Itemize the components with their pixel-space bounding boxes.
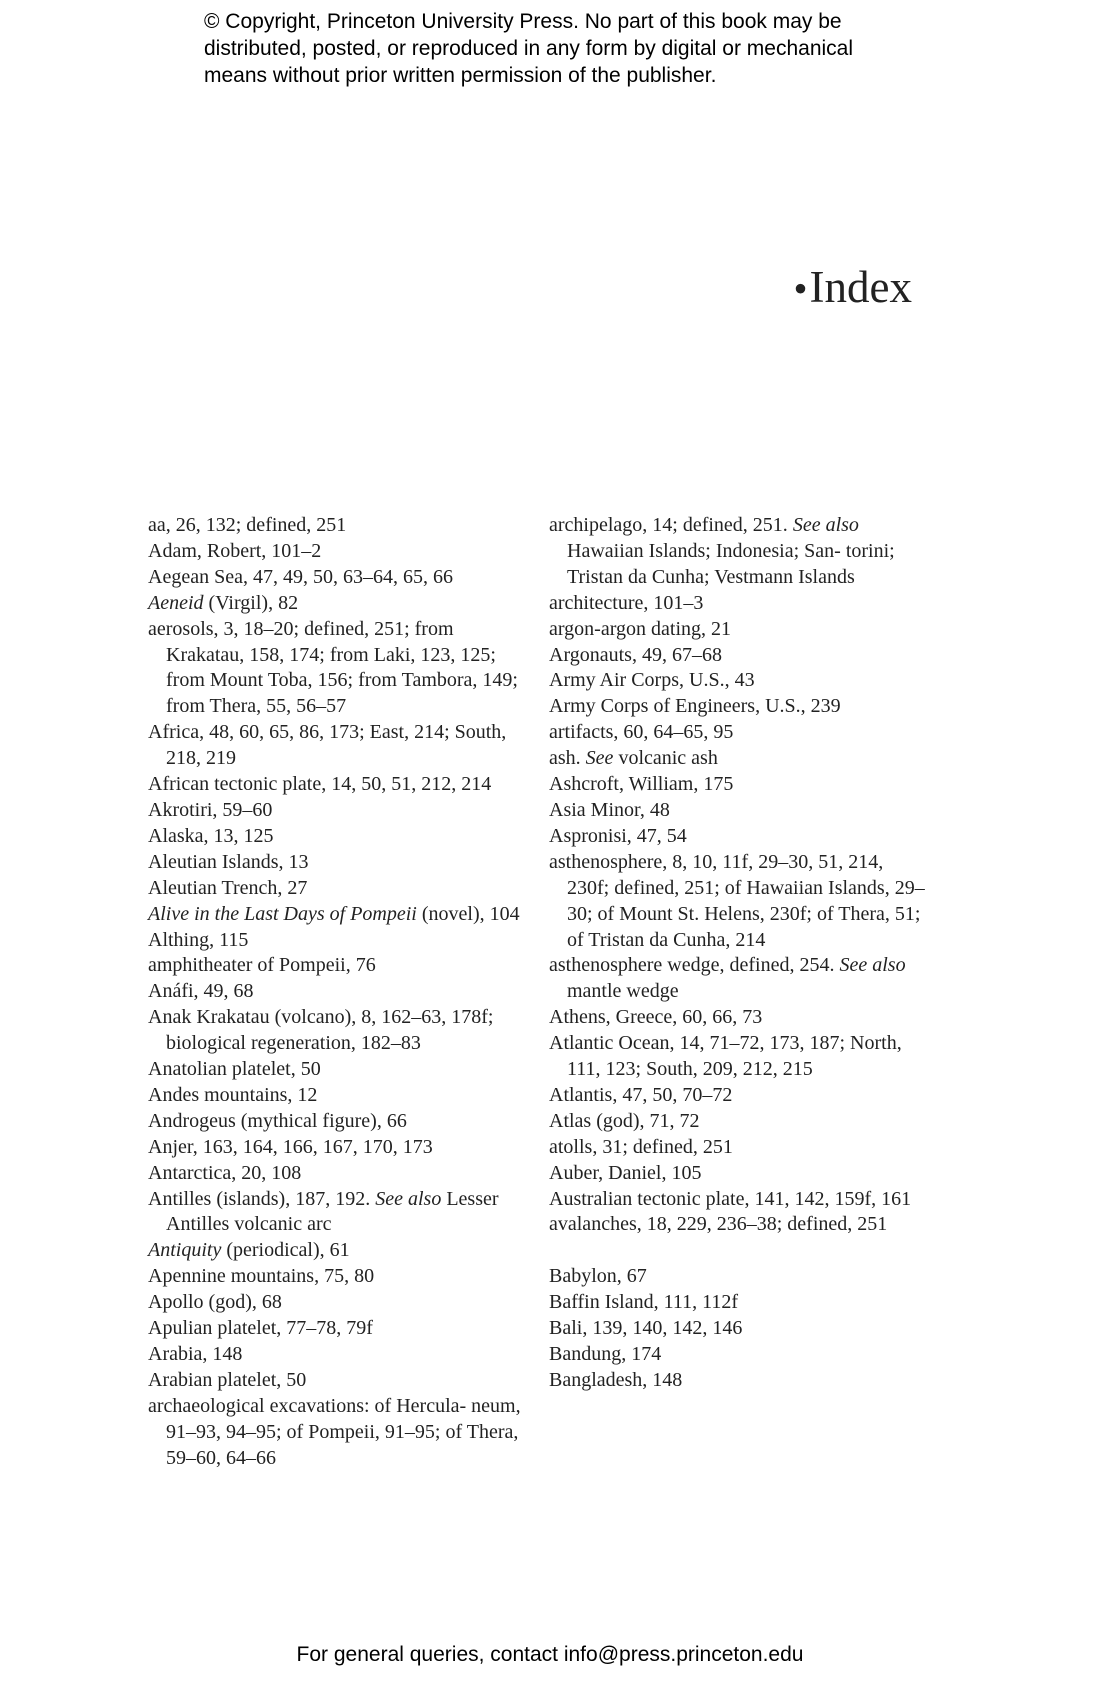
index-entry xyxy=(148,539,528,565)
index-entry-text: Atlas (god), 71, 72 xyxy=(549,1109,700,1132)
index-entry xyxy=(148,1290,528,1316)
index-entry xyxy=(549,668,929,694)
index-entry-text: Australian tectonic plate, 141, 142, 159f, 161 xyxy=(549,1187,912,1210)
index-entry xyxy=(549,694,929,720)
index-entry xyxy=(148,720,528,772)
index-entry-text: Africa, 48, 60, 65, 86, 173; East, 214; South, 218, 219 xyxy=(148,721,507,770)
index-entry xyxy=(549,1342,929,1368)
index-entry xyxy=(549,1161,929,1187)
copyright-line: means without prior written permission of the publisher. xyxy=(204,64,717,87)
index-entry xyxy=(148,953,528,979)
index-entry xyxy=(148,928,528,954)
index-entry-text: Lesser Antilles volcanic arc xyxy=(166,1187,499,1236)
index-entry-text: amphitheater of Pompeii, 76 xyxy=(148,954,376,977)
copyright-line: © Copyright, Princeton University Press. No part of this book may be xyxy=(204,10,842,33)
index-entry-text: Arabia, 148 xyxy=(148,1343,243,1365)
index-entry xyxy=(549,591,929,617)
index-entry-text: asthenosphere wedge, defined, 254. xyxy=(549,954,840,977)
index-column-left xyxy=(148,513,528,1472)
index-entry-text: Anatolian platelet, 50 xyxy=(148,1058,321,1081)
index-entry xyxy=(148,617,528,721)
index-entry-text: Bali, 139, 140, 142, 146 xyxy=(549,1317,743,1340)
index-entry-text: Aleutian Trench, 27 xyxy=(148,876,308,899)
index-entry xyxy=(148,772,528,798)
index-entry-text: architecture, 101–3 xyxy=(549,591,704,614)
index-entry-text: Antarctica, 20, 108 xyxy=(148,1161,302,1184)
index-entry xyxy=(549,1368,929,1394)
index-entry-text: Army Corps of Engineers, U.S., 239 xyxy=(549,695,841,718)
title-text: Index xyxy=(809,262,912,312)
index-entry-text: argon-argon dating, 21 xyxy=(549,617,732,640)
index-entry xyxy=(148,1161,528,1187)
index-entry-text: Antiquity xyxy=(148,1239,222,1262)
index-entry xyxy=(148,1109,528,1135)
index-entry xyxy=(148,591,528,617)
index-entry-text: avalanches, 18, 229, 236–38; defined, 251 xyxy=(549,1213,888,1236)
index-entry-text: archaeological excavations: of Hercula- neum, 91–93, 94–95; of Pompeii, 91–95; of Thera, 59–60, 64–66 xyxy=(148,1394,521,1469)
index-entry xyxy=(148,1238,528,1264)
index-entry xyxy=(549,1083,929,1109)
index-entry-text: volcanic ash xyxy=(613,747,718,770)
index-entry xyxy=(549,1264,929,1290)
index-entry-text: ash. xyxy=(549,747,586,770)
index-entry xyxy=(549,824,929,850)
index-entry xyxy=(549,1187,929,1213)
index-entry xyxy=(148,1342,528,1368)
index-entry xyxy=(549,1316,929,1342)
index-entry xyxy=(549,850,929,954)
index-entry xyxy=(549,1031,929,1083)
index-entry-text: artifacts, 60, 64–65, 95 xyxy=(549,721,734,744)
index-entry-text: aerosols, 3, 18–20; defined, 251; from Krakatau, 158, 174; from Laki, 123, 125; from Mount Toba, 156; from Tambora, 149; from Thera, 55, 56–57 xyxy=(148,617,518,718)
index-entry-text: Babylon, 67 xyxy=(549,1265,647,1288)
index-entry-text: Andes mountains, 12 xyxy=(148,1083,318,1106)
index-entry-text: See also xyxy=(839,954,906,977)
index-entry xyxy=(148,979,528,1005)
index-entry-text: See xyxy=(585,747,614,770)
index-entry-text: Anjer, 163, 164, 166, 167, 170, 173 xyxy=(148,1135,433,1158)
index-entry xyxy=(148,902,528,928)
index-column-right xyxy=(549,513,929,1394)
index-entry-text: Asia Minor, 48 xyxy=(549,798,670,821)
index-entry xyxy=(148,876,528,902)
index-entry xyxy=(549,746,929,772)
index-entry xyxy=(148,850,528,876)
index-entry-text: (Virgil), 82 xyxy=(203,591,299,614)
footer-contact: For general queries, contact info@press.princeton.edu xyxy=(296,1643,804,1666)
copyright-line: distributed, posted, or reproduced in any form by digital or mechanical xyxy=(204,37,854,60)
index-entry xyxy=(549,1290,929,1316)
index-entry xyxy=(549,643,929,669)
index-entry-text: See also xyxy=(375,1187,442,1210)
index-entry-text: See also xyxy=(792,514,859,536)
index-entry xyxy=(148,1057,528,1083)
index-entry xyxy=(549,513,929,591)
index-entry-text: Apollo (god), 68 xyxy=(148,1291,282,1314)
index-entry-text: Athens, Greece, 60, 66, 73 xyxy=(549,1006,763,1029)
index-entry-text: Apulian platelet, 77–78, 79f xyxy=(148,1317,373,1340)
index-entry xyxy=(148,1005,528,1057)
index-entry-text: archipelago, 14; defined, 251. xyxy=(549,514,793,536)
index-entry-text: Argonauts, 49, 67–68 xyxy=(549,643,722,666)
index-entry xyxy=(148,1316,528,1342)
index-entry xyxy=(148,824,528,850)
index-entry xyxy=(148,798,528,824)
index-entry xyxy=(549,1135,929,1161)
index-entry-text: Apennine mountains, 75, 80 xyxy=(148,1265,375,1288)
index-entry-text: Atlantic Ocean, 14, 71–72, 173, 187; North, 111, 123; South, 209, 212, 215 xyxy=(549,1032,902,1081)
index-entry-text: atolls, 31; defined, 251 xyxy=(549,1135,733,1158)
index-entry-text: Hawaiian Islands; Indonesia; San- torini; Tristan da Cunha; Vestmann Islands xyxy=(567,539,895,588)
title-bullet: • xyxy=(793,266,808,311)
index-entry-text: Arabian platelet, 50 xyxy=(148,1368,307,1391)
index-entry xyxy=(549,1109,929,1135)
index-entry-text: Baffin Island, 111, 112f xyxy=(549,1291,739,1314)
index-entry-text: mantle wedge xyxy=(567,980,679,1003)
index-entry-text: Alive in the Last Days of Pompeii xyxy=(148,902,417,925)
index-entry-text: Althing, 115 xyxy=(148,928,249,951)
index-entry-text: Aspronisi, 47, 54 xyxy=(549,824,687,847)
index-entry-text: Adam, Robert, 101–2 xyxy=(148,539,322,562)
index-entry-text: aa, 26, 132; defined, 251 xyxy=(148,514,347,536)
index-entry xyxy=(148,1368,528,1394)
page-title xyxy=(794,262,912,314)
index-entry-text: Atlantis, 47, 50, 70–72 xyxy=(549,1083,733,1106)
index-entry xyxy=(148,1264,528,1290)
index-entry-text: Alaska, 13, 125 xyxy=(148,824,274,847)
index-entry-text: Antilles (islands), 187, 192. xyxy=(148,1187,376,1210)
index-entry-text: (periodical), 61 xyxy=(221,1239,350,1262)
index-entry-text: Anáfi, 49, 68 xyxy=(148,980,254,1003)
index-entry-text: Ashcroft, William, 175 xyxy=(549,773,734,796)
index-entry-text: Bandung, 174 xyxy=(549,1342,662,1365)
index-entry xyxy=(549,720,929,746)
index-entry-text: Akrotiri, 59–60 xyxy=(148,798,273,821)
index-entry-text: asthenosphere, 8, 10, 11f, 29–30, 51, 214, 230f; defined, 251; of Hawaiian Islands, 29–30; of Mount St. Helens, 230f; of Thera, 51; of Tristan da Cunha, 214 xyxy=(549,850,925,951)
index-entry-text: Anak Krakatau (volcano), 8, 162–63, 178f; biological regeneration, 182–83 xyxy=(148,1006,494,1055)
index-entry-text: Aeneid xyxy=(148,591,204,614)
index-entry xyxy=(549,1005,929,1031)
index-entry-text: Auber, Daniel, 105 xyxy=(549,1161,702,1184)
index-entry xyxy=(549,953,929,1005)
index-entry-text: Bangladesh, 148 xyxy=(549,1368,683,1391)
index-entry xyxy=(549,617,929,643)
index-entry xyxy=(148,1394,528,1472)
index-entry xyxy=(549,772,929,798)
index-entry-text: Army Air Corps, U.S., 43 xyxy=(549,669,755,692)
index-entry-text: African tectonic plate, 14, 50, 51, 212, 214 xyxy=(148,773,492,796)
copyright-notice xyxy=(204,8,924,89)
index-entry-text: Aleutian Islands, 13 xyxy=(148,850,309,873)
index-entry xyxy=(148,1083,528,1109)
index-entry-text: Androgeus (mythical figure), 66 xyxy=(148,1109,407,1132)
index-entry xyxy=(148,565,528,591)
index-entry xyxy=(549,798,929,824)
index-entry xyxy=(148,1135,528,1161)
index-entry-text: (novel), 104 xyxy=(416,902,520,925)
index-entry-text: Aegean Sea, 47, 49, 50, 63–64, 65, 66 xyxy=(148,565,453,588)
index-entry xyxy=(148,513,528,539)
index-entry xyxy=(148,1187,528,1239)
index-entry xyxy=(549,1212,929,1238)
